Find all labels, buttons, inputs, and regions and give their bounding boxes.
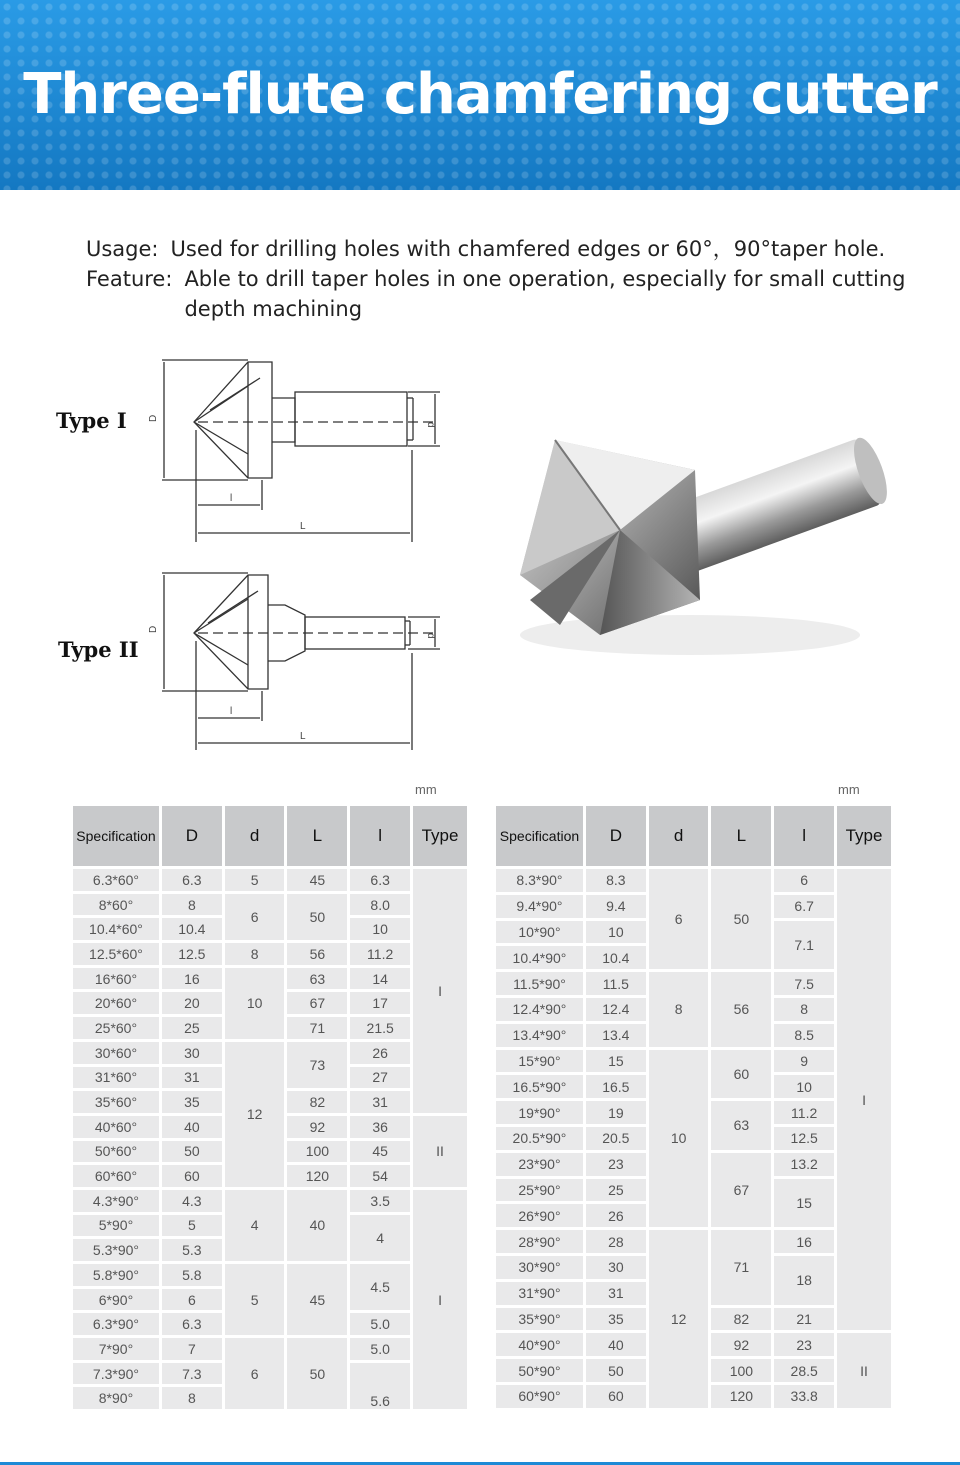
table-row [73, 894, 467, 916]
cell-L: 82 [711, 1308, 771, 1331]
cell-l: 6.7 [774, 895, 834, 918]
cell-D: 5 [162, 1215, 222, 1237]
cell-l: 8.0 [350, 894, 410, 916]
cell-D: 25 [586, 1179, 646, 1202]
table-row [496, 1050, 891, 1073]
cell-D: 19 [586, 1101, 646, 1124]
cell-l: 10 [350, 918, 410, 940]
cell-D: 35 [586, 1308, 646, 1331]
cell-type: I [413, 869, 467, 1113]
cell-spec: 5*90° [73, 1215, 159, 1237]
cell-d: 5 [225, 1264, 285, 1335]
cell-D: 8 [162, 894, 222, 916]
cell-spec: 12.5*60° [73, 943, 159, 965]
cell-L: 92 [287, 1116, 347, 1138]
type-2-dim-d: d [425, 633, 436, 639]
cell-spec: 5.3*90° [73, 1239, 159, 1261]
cell-l: 6 [774, 869, 834, 892]
type-1-shank [295, 392, 407, 446]
cell-L: 100 [711, 1359, 771, 1382]
cell-D: 31 [162, 1067, 222, 1089]
cell-spec: 35*60° [73, 1091, 159, 1113]
header-type: Type [837, 806, 891, 866]
header-D: D [162, 806, 222, 866]
cell-l: 8.5 [774, 1024, 834, 1047]
type-1-dim-D: D [148, 414, 159, 422]
cell-spec: 10.4*60° [73, 918, 159, 940]
cell-l: 15 [774, 1179, 834, 1228]
cell-L: 67 [711, 1153, 771, 1227]
cell-spec: 31*60° [73, 1067, 159, 1089]
table-row [73, 943, 467, 965]
cell-spec: 10.4*90° [496, 946, 583, 969]
cell-spec: 10*90° [496, 921, 583, 944]
cell-spec: 23*90° [496, 1153, 583, 1176]
cell-l: 9 [774, 1050, 834, 1073]
cell-spec: 25*60° [73, 1017, 159, 1039]
cell-D: 4.3 [162, 1190, 222, 1212]
cell-D: 7.3 [162, 1363, 222, 1385]
cell-l: 8 [774, 998, 834, 1021]
header-specification: Specification [73, 806, 159, 866]
cell-spec: 7.3*90° [73, 1363, 159, 1385]
cell-spec: 60*90° [496, 1385, 583, 1408]
cell-D: 35 [162, 1091, 222, 1113]
cell-D: 23 [586, 1153, 646, 1176]
usage-label: Usage: [86, 237, 159, 261]
cell-L: 100 [287, 1141, 347, 1163]
cell-D: 12.4 [586, 998, 646, 1021]
table-row [73, 869, 467, 891]
cell-d: 12 [225, 1042, 285, 1187]
cell-D: 6.3 [162, 869, 222, 891]
cell-l: 17 [350, 992, 410, 1014]
cell-spec: 25*90° [496, 1179, 583, 1202]
type-1-dim-L: L [300, 521, 306, 532]
cell-L: 67 [287, 992, 347, 1014]
header-l: l [350, 806, 410, 866]
cell-spec: 35*90° [496, 1308, 583, 1331]
cell-spec: 40*90° [496, 1333, 583, 1356]
cell-D: 15 [586, 1050, 646, 1073]
cell-l: 10 [774, 1075, 834, 1098]
header-specification: Specification [496, 806, 583, 866]
table-header-row [496, 806, 891, 866]
cell-D: 40 [162, 1116, 222, 1138]
type-2-diagram [150, 565, 450, 760]
cell-spec: 11.5*90° [496, 972, 583, 995]
unit-label-left: mm [415, 782, 437, 797]
cell-L: 56 [287, 943, 347, 965]
cell-l: 23 [774, 1333, 834, 1356]
cell-D: 5.3 [162, 1239, 222, 1261]
cell-l: 21.5 [350, 1017, 410, 1039]
cell-D: 16.5 [586, 1075, 646, 1098]
type-1-dim-l: l [230, 493, 233, 504]
cutter-photo [500, 400, 900, 670]
type-1-diagram [150, 350, 450, 550]
type-2-dim-l: l [230, 706, 233, 717]
cell-D: 12.5 [162, 943, 222, 965]
cell-spec: 50*60° [73, 1141, 159, 1163]
cell-D: 11.5 [586, 972, 646, 995]
cell-l: 13.2 [774, 1153, 834, 1176]
cell-l: 31 [350, 1091, 410, 1113]
cell-D: 10.4 [162, 918, 222, 940]
cell-l: 5.0 [350, 1338, 410, 1360]
cell-spec: 19*90° [496, 1101, 583, 1124]
cell-l: 16 [774, 1230, 834, 1253]
header-D: D [586, 806, 646, 866]
cell-spec: 6.3*90° [73, 1313, 159, 1335]
cell-D: 26 [586, 1204, 646, 1227]
table-row [73, 1338, 467, 1360]
cell-type: I [837, 869, 891, 1330]
type-2-dim-L: L [300, 731, 306, 742]
cell-l: 36 [350, 1116, 410, 1138]
cell-D: 50 [586, 1359, 646, 1382]
cell-D: 20.5 [586, 1127, 646, 1150]
cell-L: 45 [287, 1264, 347, 1335]
cell-d: 4 [225, 1190, 285, 1261]
cell-L: 120 [287, 1165, 347, 1187]
cell-spec: 12.4*90° [496, 998, 583, 1021]
cell-d: 8 [649, 972, 709, 1046]
cell-D: 7 [162, 1338, 222, 1360]
cell-spec: 6.3*60° [73, 869, 159, 891]
header-L: L [287, 806, 347, 866]
cell-spec: 40*60° [73, 1116, 159, 1138]
cell-D: 10.4 [586, 946, 646, 969]
cell-l: 5.6 [350, 1363, 410, 1409]
cell-l: 12.5 [774, 1127, 834, 1150]
cell-l: 28.5 [774, 1359, 834, 1382]
feature-label: Feature: [86, 267, 173, 291]
table-row [73, 1264, 467, 1286]
cell-L: 82 [287, 1091, 347, 1113]
cell-D: 9.4 [586, 895, 646, 918]
cell-D: 30 [586, 1256, 646, 1279]
cell-l: 4.5 [350, 1264, 410, 1310]
table-row [73, 968, 467, 990]
cell-l: 33.8 [774, 1385, 834, 1408]
cell-d: 10 [649, 1050, 709, 1228]
cell-d: 10 [225, 968, 285, 1039]
cell-spec: 31*90° [496, 1282, 583, 1305]
table-row [496, 1230, 891, 1253]
cell-D: 5.8 [162, 1264, 222, 1286]
cell-D: 8 [162, 1387, 222, 1409]
header-d: d [225, 806, 285, 866]
cell-l: 11.2 [774, 1101, 834, 1124]
cell-spec: 15*90° [496, 1050, 583, 1073]
header-L: L [711, 806, 771, 866]
cell-L: 60 [711, 1050, 771, 1099]
feature-row [86, 264, 906, 324]
cell-spec: 5.8*90° [73, 1264, 159, 1286]
cell-D: 30 [162, 1042, 222, 1064]
cell-spec: 7*90° [73, 1338, 159, 1360]
cell-l: 6.3 [350, 869, 410, 891]
cell-D: 28 [586, 1230, 646, 1253]
cell-spec: 16*60° [73, 968, 159, 990]
cell-D: 25 [162, 1017, 222, 1039]
spec-table-left [70, 803, 470, 1412]
cell-D: 60 [162, 1165, 222, 1187]
cell-L: 73 [287, 1042, 347, 1088]
cell-spec: 50*90° [496, 1359, 583, 1382]
spec-table-right [493, 803, 894, 1411]
table-header-row [73, 806, 467, 866]
usage-row [86, 234, 906, 264]
cell-spec: 4.3*90° [73, 1190, 159, 1212]
cell-spec: 6*90° [73, 1289, 159, 1311]
cell-d: 6 [225, 894, 285, 940]
cell-L: 50 [287, 1338, 347, 1409]
cell-L: 63 [711, 1101, 771, 1150]
cell-l: 18 [774, 1256, 834, 1305]
type-1-dim-d: d [425, 422, 436, 428]
type-1-cutter-head [194, 362, 272, 478]
cell-l: 54 [350, 1165, 410, 1187]
cell-D: 31 [586, 1282, 646, 1305]
cell-D: 6 [162, 1289, 222, 1311]
usage-text: Used for drilling holes with chamfered edges or 60°，90°taper hole. [170, 237, 886, 261]
cell-d: 8 [225, 943, 285, 965]
cell-spec: 26*90° [496, 1204, 583, 1227]
cell-spec: 13.4*90° [496, 1024, 583, 1047]
table-row [496, 869, 891, 892]
cell-L: 40 [287, 1190, 347, 1261]
cell-D: 13.4 [586, 1024, 646, 1047]
cell-spec: 20*60° [73, 992, 159, 1014]
type-2-label: Type II [58, 637, 139, 662]
type-2-dim-D: D [148, 625, 159, 633]
table-row [73, 1190, 467, 1212]
cell-l: 11.2 [350, 943, 410, 965]
cell-L: 50 [711, 869, 771, 969]
table-row [73, 1042, 467, 1064]
cell-L: 92 [711, 1333, 771, 1356]
cell-spec: 30*60° [73, 1042, 159, 1064]
cell-l: 5.0 [350, 1313, 410, 1335]
cell-D: 40 [586, 1333, 646, 1356]
unit-label-right: mm [838, 782, 860, 797]
cell-l: 21 [774, 1308, 834, 1331]
cell-D: 8.3 [586, 869, 646, 892]
title-banner [0, 0, 960, 190]
cell-type: II [413, 1116, 467, 1187]
cell-L: 120 [711, 1385, 771, 1408]
cell-l: 7.5 [774, 972, 834, 995]
header-type: Type [413, 806, 467, 866]
cell-D: 20 [162, 992, 222, 1014]
cell-L: 63 [287, 968, 347, 990]
cell-L: 56 [711, 972, 771, 1046]
cell-l: 4 [350, 1215, 410, 1261]
type-1-neck [272, 398, 295, 442]
cell-spec: 16.5*90° [496, 1075, 583, 1098]
cell-L: 50 [287, 894, 347, 940]
cell-spec: 28*90° [496, 1230, 583, 1253]
cell-l: 14 [350, 968, 410, 990]
cell-spec: 8*90° [73, 1387, 159, 1409]
cell-d: 12 [649, 1230, 709, 1408]
description [86, 234, 906, 324]
cell-L: 71 [287, 1017, 347, 1039]
feature-text: Able to drill taper holes in one operation, especially for small cutting depth machining [184, 267, 906, 321]
cell-spec: 8.3*90° [496, 869, 583, 892]
cell-D: 6.3 [162, 1313, 222, 1335]
cell-spec: 20.5*90° [496, 1127, 583, 1150]
cell-D: 16 [162, 968, 222, 990]
cell-type: I [413, 1190, 467, 1409]
cell-d: 5 [225, 869, 285, 891]
cell-spec: 9.4*90° [496, 895, 583, 918]
cell-l: 7.1 [774, 921, 834, 970]
type-1-label: Type I [56, 408, 127, 433]
header-d: d [649, 806, 709, 866]
cell-d: 6 [649, 869, 709, 969]
cell-D: 10 [586, 921, 646, 944]
cell-d: 6 [225, 1338, 285, 1409]
page-title: Three-flute chamfering cutter [23, 62, 937, 127]
cell-spec: 30*90° [496, 1256, 583, 1279]
cell-l: 45 [350, 1141, 410, 1163]
cell-D: 50 [162, 1141, 222, 1163]
cell-l: 27 [350, 1067, 410, 1089]
cell-l: 3.5 [350, 1190, 410, 1212]
cell-spec: 60*60° [73, 1165, 159, 1187]
cell-L: 45 [287, 869, 347, 891]
cell-l: 26 [350, 1042, 410, 1064]
cell-L: 71 [711, 1230, 771, 1304]
cell-type: II [837, 1333, 891, 1407]
cell-D: 60 [586, 1385, 646, 1408]
table-row [496, 972, 891, 995]
cell-spec: 8*60° [73, 894, 159, 916]
header-l: l [774, 806, 834, 866]
